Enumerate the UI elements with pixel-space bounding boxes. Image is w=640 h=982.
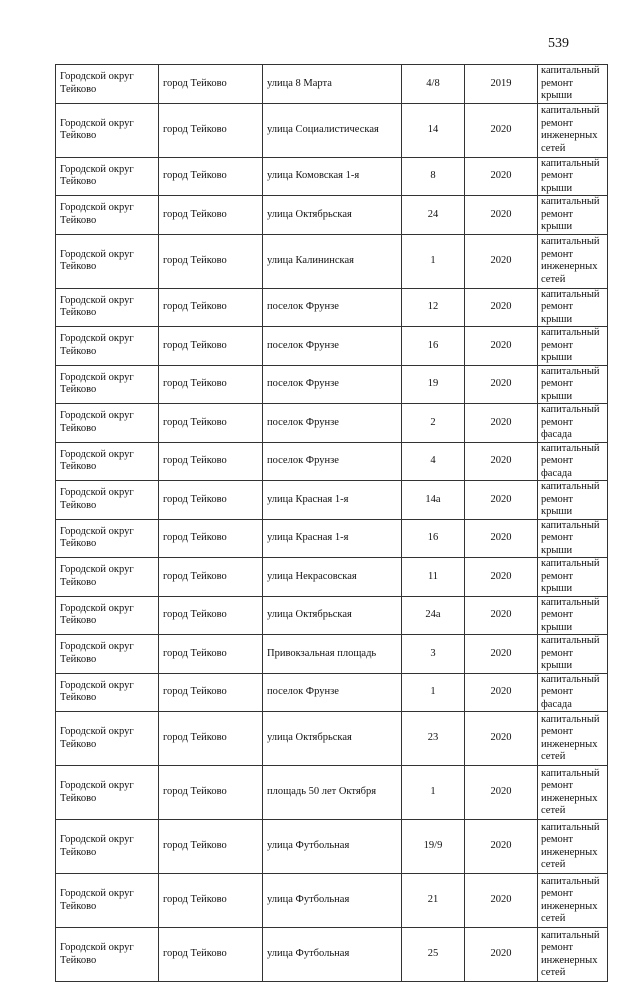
city-cell: город Тейково	[159, 820, 263, 874]
street-cell: поселок Фрунзе	[263, 327, 402, 366]
work-type-cell: капитальный ремонт крыши	[538, 596, 608, 635]
street-cell: улица Красная 1-я	[263, 519, 402, 558]
district-cell: Городской округ Тейково	[56, 404, 159, 443]
street-cell: улица Октябрьская	[263, 596, 402, 635]
street-cell: улица Калининская	[263, 234, 402, 288]
year-cell: 2020	[465, 519, 538, 558]
house-number-cell: 4	[402, 442, 465, 481]
street-cell: улица Октябрьская	[263, 196, 402, 235]
page-number: 539	[548, 36, 569, 51]
table-row	[56, 404, 608, 443]
year-cell: 2020	[465, 673, 538, 712]
city-cell: город Тейково	[159, 712, 263, 766]
house-number-cell: 16	[402, 519, 465, 558]
street-cell: улица Некрасовская	[263, 558, 402, 597]
table-row	[56, 558, 608, 597]
house-number-cell: 24а	[402, 596, 465, 635]
street-cell: поселок Фрунзе	[263, 442, 402, 481]
house-number-cell: 8	[402, 157, 465, 196]
district-cell: Городской округ Тейково	[56, 673, 159, 712]
year-cell: 2020	[465, 820, 538, 874]
table-row	[56, 673, 608, 712]
table-row	[56, 519, 608, 558]
year-cell: 2020	[465, 196, 538, 235]
city-cell: город Тейково	[159, 481, 263, 520]
house-number-cell: 19	[402, 365, 465, 404]
city-cell: город Тейково	[159, 874, 263, 928]
work-type-cell: капитальный ремонт инженерных сетей	[538, 820, 608, 874]
city-cell: город Тейково	[159, 442, 263, 481]
table-row	[56, 874, 608, 928]
city-cell: город Тейково	[159, 519, 263, 558]
table-row	[56, 820, 608, 874]
work-type-cell: капитальный ремонт крыши	[538, 365, 608, 404]
city-cell: город Тейково	[159, 635, 263, 674]
house-number-cell: 2	[402, 404, 465, 443]
table-row	[56, 327, 608, 366]
year-cell: 2020	[465, 404, 538, 443]
work-type-cell: капитальный ремонт крыши	[538, 519, 608, 558]
table-row	[56, 65, 608, 104]
work-type-cell: капитальный ремонт инженерных сетей	[538, 874, 608, 928]
street-cell: поселок Фрунзе	[263, 365, 402, 404]
year-cell: 2020	[465, 712, 538, 766]
work-type-cell: капитальный ремонт фасада	[538, 404, 608, 443]
work-type-cell: капитальный ремонт крыши	[538, 558, 608, 597]
city-cell: город Тейково	[159, 103, 263, 157]
house-number-cell: 21	[402, 874, 465, 928]
house-number-cell: 1	[402, 766, 465, 820]
work-type-cell: капитальный ремонт крыши	[538, 157, 608, 196]
year-cell: 2020	[465, 928, 538, 982]
district-cell: Городской округ Тейково	[56, 635, 159, 674]
year-cell: 2020	[465, 234, 538, 288]
city-cell: город Тейково	[159, 766, 263, 820]
house-number-cell: 23	[402, 712, 465, 766]
city-cell: город Тейково	[159, 288, 263, 327]
work-type-cell: капитальный ремонт фасада	[538, 673, 608, 712]
work-type-cell: капитальный ремонт крыши	[538, 65, 608, 104]
year-cell: 2020	[465, 288, 538, 327]
house-number-cell: 16	[402, 327, 465, 366]
table-row	[56, 196, 608, 235]
table-row	[56, 103, 608, 157]
work-type-cell: капитальный ремонт инженерных сетей	[538, 766, 608, 820]
city-cell: город Тейково	[159, 65, 263, 104]
street-cell: улица Социалистическая	[263, 103, 402, 157]
work-type-cell: капитальный ремонт крыши	[538, 481, 608, 520]
district-cell: Городской округ Тейково	[56, 157, 159, 196]
city-cell: город Тейково	[159, 157, 263, 196]
district-cell: Городской округ Тейково	[56, 196, 159, 235]
city-cell: город Тейково	[159, 196, 263, 235]
repair-schedule-table	[55, 64, 608, 982]
house-number-cell: 19/9	[402, 820, 465, 874]
work-type-cell: капитальный ремонт инженерных сетей	[538, 928, 608, 982]
district-cell: Городской округ Тейково	[56, 820, 159, 874]
city-cell: город Тейково	[159, 673, 263, 712]
table-row	[56, 157, 608, 196]
work-type-cell: капитальный ремонт инженерных сетей	[538, 103, 608, 157]
house-number-cell: 1	[402, 673, 465, 712]
year-cell: 2020	[465, 327, 538, 366]
table-row	[56, 712, 608, 766]
year-cell: 2020	[465, 481, 538, 520]
city-cell: город Тейково	[159, 596, 263, 635]
house-number-cell: 4/8	[402, 65, 465, 104]
street-cell: улица Красная 1-я	[263, 481, 402, 520]
street-cell: улица 8 Марта	[263, 65, 402, 104]
city-cell: город Тейково	[159, 234, 263, 288]
city-cell: город Тейково	[159, 404, 263, 443]
street-cell: поселок Фрунзе	[263, 404, 402, 443]
street-cell: площадь 50 лет Октября	[263, 766, 402, 820]
street-cell: улица Октябрьская	[263, 712, 402, 766]
district-cell: Городской округ Тейково	[56, 874, 159, 928]
district-cell: Городской округ Тейково	[56, 481, 159, 520]
table-row	[56, 234, 608, 288]
street-cell: поселок Фрунзе	[263, 673, 402, 712]
city-cell: город Тейково	[159, 928, 263, 982]
table-row	[56, 288, 608, 327]
district-cell: Городской округ Тейково	[56, 103, 159, 157]
street-cell: улица Комовская 1-я	[263, 157, 402, 196]
table-row	[56, 442, 608, 481]
work-type-cell: капитальный ремонт инженерных сетей	[538, 234, 608, 288]
street-cell: поселок Фрунзе	[263, 288, 402, 327]
street-cell: улица Футбольная	[263, 874, 402, 928]
work-type-cell: капитальный ремонт фасада	[538, 442, 608, 481]
year-cell: 2020	[465, 365, 538, 404]
house-number-cell: 1	[402, 234, 465, 288]
district-cell: Городской округ Тейково	[56, 712, 159, 766]
street-cell: Привокзальная площадь	[263, 635, 402, 674]
year-cell: 2020	[465, 635, 538, 674]
district-cell: Городской округ Тейково	[56, 327, 159, 366]
year-cell: 2020	[465, 558, 538, 597]
district-cell: Городской округ Тейково	[56, 288, 159, 327]
street-cell: улица Футбольная	[263, 820, 402, 874]
street-cell: улица Футбольная	[263, 928, 402, 982]
work-type-cell: капитальный ремонт крыши	[538, 196, 608, 235]
district-cell: Городской округ Тейково	[56, 65, 159, 104]
year-cell: 2020	[465, 874, 538, 928]
work-type-cell: капитальный ремонт крыши	[538, 327, 608, 366]
house-number-cell: 11	[402, 558, 465, 597]
work-type-cell: капитальный ремонт инженерных сетей	[538, 712, 608, 766]
house-number-cell: 3	[402, 635, 465, 674]
year-cell: 2020	[465, 766, 538, 820]
district-cell: Городской округ Тейково	[56, 234, 159, 288]
house-number-cell: 25	[402, 928, 465, 982]
district-cell: Городской округ Тейково	[56, 596, 159, 635]
year-cell: 2020	[465, 103, 538, 157]
work-type-cell: капитальный ремонт крыши	[538, 635, 608, 674]
district-cell: Городской округ Тейково	[56, 442, 159, 481]
district-cell: Городской округ Тейково	[56, 519, 159, 558]
year-cell: 2019	[465, 65, 538, 104]
table-row	[56, 928, 608, 982]
work-type-cell: капитальный ремонт крыши	[538, 288, 608, 327]
table-row	[56, 635, 608, 674]
year-cell: 2020	[465, 596, 538, 635]
year-cell: 2020	[465, 157, 538, 196]
district-cell: Городской округ Тейково	[56, 365, 159, 404]
district-cell: Городской округ Тейково	[56, 766, 159, 820]
table-row	[56, 365, 608, 404]
city-cell: город Тейково	[159, 558, 263, 597]
district-cell: Городской округ Тейково	[56, 928, 159, 982]
table-row	[56, 766, 608, 820]
district-cell: Городской округ Тейково	[56, 558, 159, 597]
house-number-cell: 12	[402, 288, 465, 327]
city-cell: город Тейково	[159, 365, 263, 404]
house-number-cell: 14а	[402, 481, 465, 520]
table-row	[56, 481, 608, 520]
house-number-cell: 24	[402, 196, 465, 235]
year-cell: 2020	[465, 442, 538, 481]
city-cell: город Тейково	[159, 327, 263, 366]
house-number-cell: 14	[402, 103, 465, 157]
table-row	[56, 596, 608, 635]
